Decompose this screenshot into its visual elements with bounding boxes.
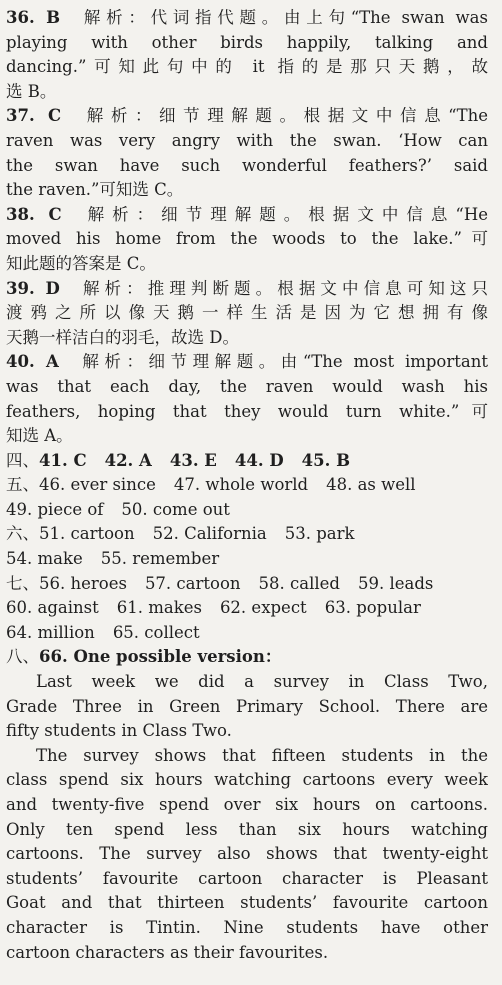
section-prefix: 六、: [6, 524, 39, 544]
essay-paragraph-2: [6, 744, 488, 965]
answer-item: 60. against: [6, 598, 99, 618]
essay-line: Goat and that thirteen students’ favourite cartoon: [6, 893, 488, 913]
answer-item: 54. make: [6, 549, 83, 569]
answer-item: 49. piece of: [6, 499, 104, 519]
explanation-line: 解析：细节理解题。由“The most important: [76, 352, 488, 372]
answer-item: 55. remember: [100, 549, 220, 569]
explanation-line: playing with other birds happily, talking and: [6, 32, 488, 52]
answer-item: 63. popular: [324, 598, 421, 618]
answer-item: 62. expect: [219, 598, 307, 618]
section-8-heading: [6, 645, 488, 670]
explanation-line: 天鹅一样洁白的羽毛，故选 D。: [6, 327, 239, 347]
explanation-line: raven was very angry with the swan. ‘How can: [6, 130, 488, 150]
answer-number: 37. C: [6, 106, 62, 126]
answer-item: 42. A: [104, 450, 152, 470]
answer-item: 52. California: [152, 524, 267, 544]
answer-item: 51. cartoon: [39, 524, 135, 544]
section-prefix: 八、: [6, 647, 39, 667]
answer-item: 56. heroes: [39, 573, 127, 593]
answer-item: 50. come out: [121, 499, 230, 519]
answer-item: 41. C: [39, 450, 87, 470]
section-7-answers-cont: [6, 621, 488, 646]
answer-item: 53. park: [284, 524, 355, 544]
essay-line: character is Tintin. Nine students have other: [6, 917, 488, 937]
essay-line: fifty students in Class Two.: [6, 721, 232, 741]
explanation-line: 解析：细节理解题。根据文中信息“The: [79, 106, 488, 126]
essay-line: Grade Three in Green Primary School. There are: [6, 696, 488, 716]
essay-heading: 66. One possible version：: [39, 647, 282, 667]
explanation-line: 知此题的答案是 C。: [6, 253, 156, 273]
section-6-answers: [6, 522, 488, 547]
explanation-line: feathers, hoping that they would turn white.”可: [6, 401, 488, 421]
answer-item: 61. makes: [116, 598, 202, 618]
section-prefix: 七、: [6, 573, 39, 593]
answer-item: 59. leads: [357, 573, 434, 593]
explanation-line: dancing.”可知此句中的 it 指的是那只天鹅，故: [6, 57, 488, 77]
answer-item: 45. B: [301, 450, 351, 470]
explanation-line: moved his home from the woods to the lake.”可: [6, 229, 488, 249]
answer-item: 46. ever since: [39, 475, 156, 495]
answer-40: [6, 350, 488, 448]
section-prefix: 五、: [6, 475, 39, 495]
essay-line: class spend six hours watching cartoons every week: [6, 770, 488, 790]
essay-line: cartoons. The survey also shows that twenty-eight: [6, 844, 488, 864]
answer-item: 43. E: [169, 450, 217, 470]
explanation-line: 选 B。: [6, 81, 57, 101]
explanation-line: the swan have such wonderful feathers?’ said: [6, 155, 488, 175]
answer-number: 38. C: [6, 204, 62, 224]
section-prefix: 四、: [6, 450, 39, 470]
essay-line: The survey shows that fifteen students in the: [36, 745, 488, 765]
explanation-line: 解析：细节理解题。根据文中信息“He: [79, 204, 488, 224]
essay-line: cartoon characters as their favourites.: [6, 942, 329, 962]
section-7-answers: [6, 572, 488, 597]
answer-37: [6, 104, 488, 202]
explanation-line: the raven.”可知选 C。: [6, 180, 184, 200]
answer-item: 57. cartoon: [144, 573, 241, 593]
explanation-line: 知选 A。: [6, 426, 73, 446]
section-4-answers: [6, 449, 488, 474]
answer-item: 48. as well: [326, 475, 416, 495]
section-7-answers-cont: [6, 596, 488, 621]
essay-line: and twenty-five spend over six hours on cartoons.: [6, 795, 488, 814]
answer-38: [6, 203, 488, 277]
answer-item: 65. collect: [112, 622, 200, 642]
explanation-line: 渡鸦之所以像天鹅一样生活是因为它想拥有像: [6, 303, 488, 323]
section-5-answers: [6, 473, 488, 498]
essay-line: Only ten spend less than six hours watching: [6, 819, 488, 839]
answer-number: 36. B: [6, 8, 61, 27]
explanation-line: was that each day, the raven would wash his: [6, 376, 488, 396]
answer-36: [6, 6, 488, 104]
answer-item: 58. called: [258, 573, 340, 593]
essay-line: Last week we did a survey in Class Two,: [36, 672, 488, 692]
answer-item: 44. D: [234, 450, 284, 470]
answer-39: [6, 277, 488, 351]
explanation-line: 解析：代词指代题。由上句“The swan was: [78, 8, 488, 27]
section-5-answers-cont: [6, 498, 488, 523]
section-6-answers-cont: [6, 547, 488, 572]
essay-paragraph-1: [6, 670, 488, 744]
answer-item: 64. million: [6, 622, 95, 642]
essay-line: students’ favourite cartoon character is Pleasant: [6, 868, 488, 888]
answer-number: 40. A: [6, 352, 59, 372]
answer-number: 39. D: [6, 278, 60, 298]
answer-item: 47. whole world: [173, 475, 309, 495]
explanation-line: 解析：推理判断题。根据文中信息可知这只: [77, 278, 488, 298]
